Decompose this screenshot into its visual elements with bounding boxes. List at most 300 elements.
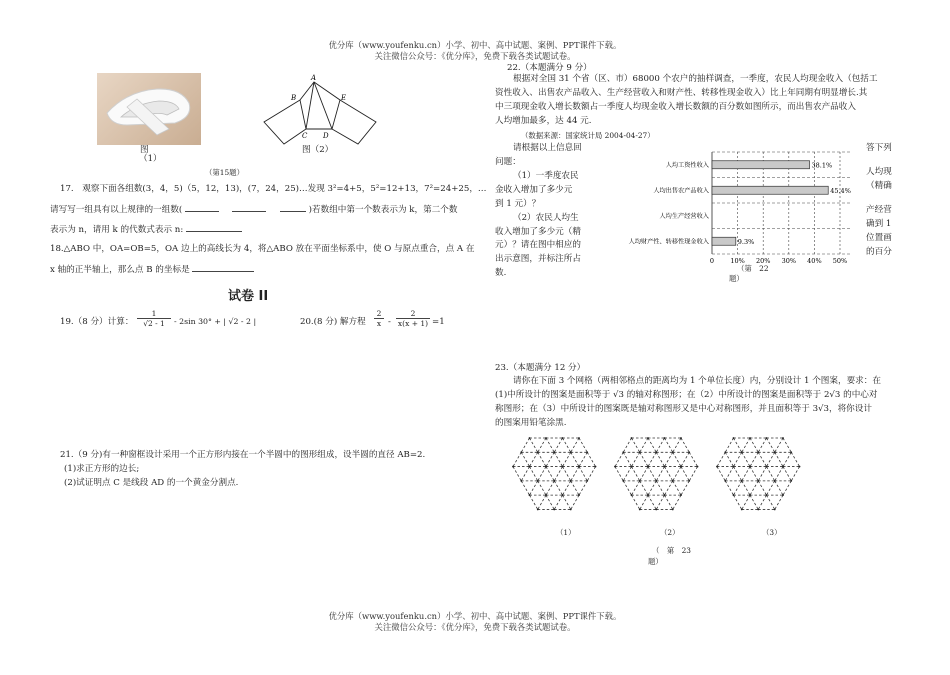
grid-node[interactable]	[639, 451, 641, 453]
grid-segment	[521, 467, 529, 481]
page-footer	[0, 611, 950, 633]
grid-node[interactable]	[553, 509, 555, 511]
grid-node[interactable]	[774, 480, 776, 482]
grid-segment	[681, 438, 689, 452]
grid-segment	[513, 467, 521, 481]
page-header	[0, 40, 950, 62]
point-c: C	[302, 132, 308, 140]
grid-node[interactable]	[562, 437, 564, 439]
grid-segment	[750, 452, 758, 466]
grid-segment	[656, 467, 664, 481]
grid-node[interactable]	[774, 451, 776, 453]
fig2-label: 图（2）	[302, 145, 334, 155]
grid-segment	[640, 452, 648, 466]
grid-node[interactable]	[716, 466, 718, 468]
footer-line-2: 关注微信公众号：《优分库》，免费下载各类试题试卷。	[374, 621, 576, 632]
grid-segment	[632, 452, 640, 466]
grid-segment	[530, 452, 538, 466]
grid-node[interactable]	[655, 509, 657, 511]
triangle-grid-1[interactable]	[512, 437, 596, 510]
grid-node[interactable]	[622, 480, 624, 482]
q22-source: （数据来源：国家统计局 2004-04-27）	[521, 131, 655, 140]
q22-ask-9: 出示意图，并标注所占	[495, 254, 581, 265]
q22-ask-4: 金收入增加了多少元	[495, 184, 573, 195]
grid-segment	[571, 452, 579, 466]
grid-segment	[758, 467, 766, 481]
grid-segment	[538, 467, 546, 481]
grid-node[interactable]	[553, 480, 555, 482]
q22-ask-8: 元）？请在图中相应的	[495, 240, 581, 251]
grid-node[interactable]	[570, 451, 572, 453]
grid-node[interactable]	[664, 437, 666, 439]
grid-segment	[546, 481, 554, 495]
grid-segment	[579, 467, 587, 481]
grid-node[interactable]	[545, 466, 547, 468]
grid-segment	[623, 481, 631, 495]
grid-segment	[742, 452, 750, 466]
grid-segment	[758, 452, 766, 466]
grid-segment	[725, 452, 733, 466]
grid-node[interactable]	[766, 466, 768, 468]
grid-segment	[783, 438, 791, 452]
grid-segment	[717, 452, 725, 466]
grid-segment	[632, 467, 640, 481]
grid-segment	[775, 452, 783, 466]
grid-segment	[775, 467, 783, 481]
q18-line-2-text: x 轴的正半轴上，那么点 B 的坐标是	[50, 265, 190, 275]
q23-heading: 23.（本题满分 12 分）	[495, 363, 586, 373]
grid-node[interactable]	[664, 494, 666, 496]
chart-bar	[712, 186, 828, 194]
grid-node[interactable]	[520, 451, 522, 453]
grid-segment	[689, 467, 697, 481]
grid-node[interactable]	[570, 509, 572, 511]
chart-category-label: 人均生产经营收入	[659, 212, 709, 220]
fold-diagram	[260, 72, 380, 154]
q22-fig-caption-a: （第 22	[737, 264, 769, 273]
grid-segment	[758, 438, 766, 452]
grid-segment	[750, 438, 758, 452]
q19-numerator: 1	[151, 309, 157, 318]
chart-category-label: 人均出售农产品收入	[653, 187, 709, 195]
grid-segment	[734, 438, 742, 452]
q22-ask-3: （1）一季度农民	[513, 170, 579, 181]
grid-segment	[673, 438, 681, 452]
grid-segment	[681, 452, 689, 466]
grid-segment	[717, 467, 725, 481]
grid-segment	[579, 438, 587, 452]
grid-segment	[742, 467, 750, 481]
grid-segment	[632, 481, 640, 495]
grid-segment	[648, 481, 656, 495]
grid-node[interactable]	[639, 509, 641, 511]
grid-segment	[579, 481, 587, 495]
grid-node[interactable]	[733, 437, 735, 439]
grid-node[interactable]	[631, 437, 633, 439]
q23-caption-b: 题）	[648, 557, 663, 566]
grid-segment	[656, 481, 664, 495]
q19-label: 19.（8 分）计算：	[60, 317, 134, 327]
grid-node[interactable]	[595, 466, 597, 468]
grid-node[interactable]	[614, 466, 616, 468]
q20-f1-numerator: 2	[376, 309, 382, 318]
grid-node[interactable]	[799, 466, 801, 468]
grid-segment	[587, 452, 595, 466]
q22-r5: 确到 1	[866, 218, 892, 229]
q20-f1-denominator: x	[374, 318, 384, 328]
q20-fraction-1	[374, 309, 384, 328]
grid-segment	[665, 467, 673, 481]
grid-segment	[623, 467, 631, 481]
grid-node[interactable]	[672, 480, 674, 482]
q23-para-4: 的图案用铅笔涂黑.	[495, 418, 567, 428]
grid-node[interactable]	[537, 451, 539, 453]
q21-line-2: (1)求正方形的边长;	[64, 464, 140, 474]
grid-node[interactable]	[529, 437, 531, 439]
grid-segment	[563, 481, 571, 495]
grid-segment	[571, 481, 579, 495]
triangle-grid-2[interactable]	[614, 437, 698, 510]
grid-node[interactable]	[790, 480, 792, 482]
grid-node[interactable]	[749, 494, 751, 496]
q22-ask-2: 问题：	[495, 156, 521, 167]
chart-value-label: 9.3%	[737, 237, 755, 246]
grid-segment	[640, 438, 648, 452]
chart-tick-label: 40%	[807, 257, 822, 264]
chart-bar	[712, 237, 736, 245]
grid-segment	[656, 452, 664, 466]
grid-node[interactable]	[537, 480, 539, 482]
q22-ask-5: 到 1 元）？	[495, 198, 541, 209]
grid-segment	[571, 495, 579, 509]
grid-node[interactable]	[733, 466, 735, 468]
grid-segment	[665, 495, 673, 509]
grid-segment	[681, 467, 689, 481]
point-b: B	[291, 94, 297, 102]
q18-line-1: 18.△ABO 中，OA=OB=5，OA 边上的高线长为 4，将△ABO 放在平面坐标系中，使 O 与原点重合，点 A 在	[50, 244, 475, 254]
grid-segment	[673, 467, 681, 481]
grid-segment	[615, 467, 623, 481]
fold-line-ac	[306, 82, 314, 129]
grid-segment	[750, 495, 758, 509]
q17-line-3	[50, 223, 242, 238]
grid-segment	[554, 438, 562, 452]
grid-segment	[725, 481, 733, 495]
grid-segment	[750, 467, 758, 481]
grid-node[interactable]	[697, 466, 699, 468]
paper-2-title: 试卷 II	[228, 289, 269, 304]
grid-segment	[579, 452, 587, 466]
grid-node[interactable]	[631, 466, 633, 468]
grid-node[interactable]	[578, 466, 580, 468]
grid-node[interactable]	[647, 437, 649, 439]
grid-segment	[571, 467, 579, 481]
point-a: A	[311, 74, 317, 82]
chart-category-label: 人均工资性收入	[665, 161, 709, 169]
fig1-label-b: （1）	[139, 154, 162, 164]
grid-node[interactable]	[749, 437, 751, 439]
grid-segment	[571, 438, 579, 452]
grid-segment	[554, 452, 562, 466]
grid-segment	[725, 467, 733, 481]
grid-node[interactable]	[724, 480, 726, 482]
fold-line-ad	[314, 82, 332, 129]
grid-segment	[623, 452, 631, 466]
triangle-grids	[508, 432, 888, 530]
grid-segment	[554, 481, 562, 495]
q21-line-1: 21.（9 分)有一种窗框设计采用一个正方形内接在一个半圆中的图形组成，设半圆的直径 AB=2.	[60, 450, 426, 460]
q22-ask-7: 收入增加了多少元（精	[495, 226, 581, 237]
grid-segment	[767, 481, 775, 495]
q22-para-3: 中三项现金收入增长数额占一季度人均现金收入增长数额的百分数如图所示，而出售农产品收入	[495, 102, 856, 112]
q22-questions	[495, 142, 603, 281]
grid-segment	[791, 452, 799, 466]
grid-segment	[521, 481, 529, 495]
grid-segment	[530, 495, 538, 509]
grid-segment	[656, 495, 664, 509]
grid-node[interactable]	[757, 509, 759, 511]
grid-node[interactable]	[774, 509, 776, 511]
grid-segment	[665, 481, 673, 495]
q20-fraction-2	[396, 309, 430, 328]
header-line-2: 关注微信公众号：《优分库》，免费下载各类试题试卷。	[374, 50, 576, 61]
grid-segment	[689, 452, 697, 466]
grid-node[interactable]	[680, 437, 682, 439]
grid-segment	[563, 438, 571, 452]
q22-r3: （精确	[866, 180, 892, 191]
grid-label-1: （1）	[556, 528, 576, 537]
q19-denominator: √2 - 1	[137, 318, 171, 328]
q22-para-4: 人均增加最多，达 44 元.	[495, 116, 592, 126]
q18-line-2	[50, 263, 254, 278]
grid-segment	[742, 438, 750, 452]
grid-node[interactable]	[672, 451, 674, 453]
fig1-label-a: 图	[140, 145, 149, 155]
grid-node[interactable]	[529, 494, 531, 496]
q22-ask-1: 请根据以上信息回	[513, 143, 582, 153]
q23-caption-a: （ 第 23	[652, 546, 691, 555]
q22-r4: 产经营	[866, 204, 892, 215]
chart-bar	[712, 161, 810, 169]
grid-segment	[758, 481, 766, 495]
q18-answer-blank[interactable]	[192, 263, 254, 272]
pentagon-shape	[300, 82, 340, 129]
q22-para-2: 资性收入、出售农产品收入、生产经营收入和财产性、转移性现金收入）比上年同期有明显增长.其	[495, 88, 868, 98]
grid-node[interactable]	[688, 480, 690, 482]
grid-segment	[538, 495, 546, 509]
grid-node[interactable]	[655, 451, 657, 453]
grid-segment	[563, 495, 571, 509]
grid-node[interactable]	[586, 451, 588, 453]
q20-label: 20.(8 分) 解方程	[300, 317, 366, 327]
grid-node[interactable]	[622, 451, 624, 453]
grid-node[interactable]	[782, 466, 784, 468]
grid-node[interactable]	[631, 494, 633, 496]
grid-segment	[767, 438, 775, 452]
q23-para-1: 请你在下面 3 个网格（两相邻格点的距离均为 1 个单位长度）内，分别设计 1 个图案，要求：在	[513, 376, 881, 386]
income-bar-chart	[600, 142, 862, 264]
q17-blank-2[interactable]	[232, 203, 266, 212]
grid-segment	[632, 495, 640, 509]
grid-segment	[587, 467, 595, 481]
q22-right-fragments	[866, 142, 912, 259]
grid-segment	[791, 467, 799, 481]
grid-node[interactable]	[655, 480, 657, 482]
chart-value-label: 38.1%	[811, 161, 833, 170]
q22-ask-10: 数.	[495, 268, 507, 279]
grid-segment	[758, 495, 766, 509]
grid-node[interactable]	[782, 437, 784, 439]
grid-segment	[742, 481, 750, 495]
q19-rest: - 2sin 30° + | √2 - 2 |	[174, 317, 257, 326]
grid-node[interactable]	[529, 466, 531, 468]
grid-label-2: （2）	[660, 528, 680, 537]
grid-node[interactable]	[545, 494, 547, 496]
grid-node[interactable]	[545, 437, 547, 439]
grid-node[interactable]	[688, 451, 690, 453]
q17-line-2-text: 请写写一组具有以上规律的一组数(	[50, 205, 183, 215]
q20-f2-denominator: x(x + 1)	[397, 319, 429, 328]
grid-segment	[538, 481, 546, 495]
grid-segment	[546, 452, 554, 466]
q20-rhs: =1	[432, 317, 445, 327]
q22-fig-caption-b: 题）	[729, 274, 744, 283]
grid-node[interactable]	[790, 451, 792, 453]
grid-segment	[623, 438, 631, 452]
grid-node[interactable]	[537, 509, 539, 511]
q17-line-3-text: 表示为 n，请用 k 的代数式表示 n:	[50, 225, 184, 235]
grid-segment	[563, 467, 571, 481]
grid-node[interactable]	[766, 437, 768, 439]
grid-segment	[681, 481, 689, 495]
q21-line-3: (2)试证明点 C 是线段 AD 的一个黄金分割点.	[64, 478, 239, 488]
grid-node[interactable]	[749, 466, 751, 468]
grid-segment	[554, 467, 562, 481]
grid-segment	[530, 481, 538, 495]
q17-answer-blank[interactable]	[186, 223, 242, 232]
grid-segment	[648, 438, 656, 452]
grid-segment	[665, 438, 673, 452]
grid-segment	[775, 495, 783, 509]
q22-r2: 人均现	[866, 166, 892, 177]
q22-ask-6: （2）农民人均生	[513, 212, 579, 223]
grid-segment	[640, 481, 648, 495]
grid-node[interactable]	[578, 494, 580, 496]
grid-segment	[750, 481, 758, 495]
grid-segment	[640, 495, 648, 509]
grid-segment	[554, 495, 562, 509]
point-d: D	[323, 132, 329, 140]
q22-r7: 的百分	[866, 246, 892, 257]
header-line-1: 优分库（www.youfenku.cn）小学、初中、高中试题、案例、PPT课件下载。	[328, 40, 622, 50]
grid-segment	[734, 481, 742, 495]
grid-node[interactable]	[680, 494, 682, 496]
grid-node[interactable]	[520, 480, 522, 482]
q20-minus: -	[388, 317, 391, 327]
fig-caption-15: （第15题）	[205, 168, 244, 177]
q17-blank-3[interactable]	[280, 203, 306, 212]
grid-segment	[648, 467, 656, 481]
point-e: E	[341, 94, 347, 102]
grid-node[interactable]	[647, 466, 649, 468]
grid-segment	[563, 452, 571, 466]
grid-segment	[734, 452, 742, 466]
grid-node[interactable]	[757, 480, 759, 482]
grid-segment	[546, 495, 554, 509]
grid-node[interactable]	[578, 437, 580, 439]
q22-heading: 22.（本题满分 9 分）	[507, 63, 592, 73]
grid-segment	[767, 467, 775, 481]
grid-segment	[615, 452, 623, 466]
q23-para-3: 称图形；在（3）中所设计的图案既是轴对称图形又是中心对称图形，并且面积等于 3√3，将你设计	[495, 404, 872, 414]
grid-node[interactable]	[741, 509, 743, 511]
grid-segment	[775, 438, 783, 452]
grid-node[interactable]	[664, 466, 666, 468]
grid-node[interactable]	[741, 451, 743, 453]
grid-segment	[725, 438, 733, 452]
grid-segment	[665, 452, 673, 466]
chart-value-label: 45.4%	[830, 186, 851, 195]
q19-fraction	[137, 309, 171, 328]
grid-segment	[513, 452, 521, 466]
grid-segment	[546, 438, 554, 452]
grid-segment	[521, 438, 529, 452]
grid-node[interactable]	[672, 509, 674, 511]
grid-node[interactable]	[586, 480, 588, 482]
grid-segment	[673, 481, 681, 495]
grid-node[interactable]	[766, 494, 768, 496]
chart-tick-label: 10%	[730, 257, 745, 264]
q22-r1: 答下列	[866, 143, 892, 153]
triangle-grid-3[interactable]	[716, 437, 800, 510]
grid-segment	[783, 481, 791, 495]
q17-line-2	[50, 203, 457, 218]
left-strip	[264, 100, 306, 144]
grid-segment	[767, 452, 775, 466]
chart-category-label: 人均财产性、转移性现金收入	[628, 238, 709, 246]
grid-node[interactable]	[757, 451, 759, 453]
q17-line-1: 17. 观察下面各组数(3，4，5)（5，12，13)，(7，24，25)…发现 3²=4+5，5²=12+13，7²=24+25，…	[60, 184, 487, 194]
chart-tick-label: 50%	[832, 257, 848, 264]
grid-node[interactable]	[741, 480, 743, 482]
grid-segment	[673, 495, 681, 509]
grid-segment	[538, 438, 546, 452]
grid-label-3: （3）	[762, 528, 782, 537]
grid-node[interactable]	[553, 451, 555, 453]
q17-line-2-rest: )若数组中第一个数表示为 k，第二个数	[308, 205, 458, 215]
grid-node[interactable]	[562, 466, 564, 468]
grid-node[interactable]	[647, 494, 649, 496]
q22-r6: 位置画	[866, 232, 892, 243]
q17-blank-1[interactable]	[185, 203, 219, 212]
grid-node[interactable]	[733, 494, 735, 496]
grid-segment	[783, 452, 791, 466]
q22-para-1: 根据对全国 31 个省（区、市）68000 个农户的抽样调查，一季度，农民人均现金收入（包括工	[513, 74, 878, 84]
grid-segment	[648, 495, 656, 509]
grid-segment	[632, 438, 640, 452]
grid-node[interactable]	[562, 494, 564, 496]
grid-segment	[742, 495, 750, 509]
grid-segment	[546, 467, 554, 481]
grid-node[interactable]	[512, 466, 514, 468]
grid-node[interactable]	[782, 494, 784, 496]
grid-node[interactable]	[680, 466, 682, 468]
grid-node[interactable]	[570, 480, 572, 482]
grid-segment	[767, 495, 775, 509]
grid-node[interactable]	[639, 480, 641, 482]
grid-segment	[783, 467, 791, 481]
grid-node[interactable]	[724, 451, 726, 453]
